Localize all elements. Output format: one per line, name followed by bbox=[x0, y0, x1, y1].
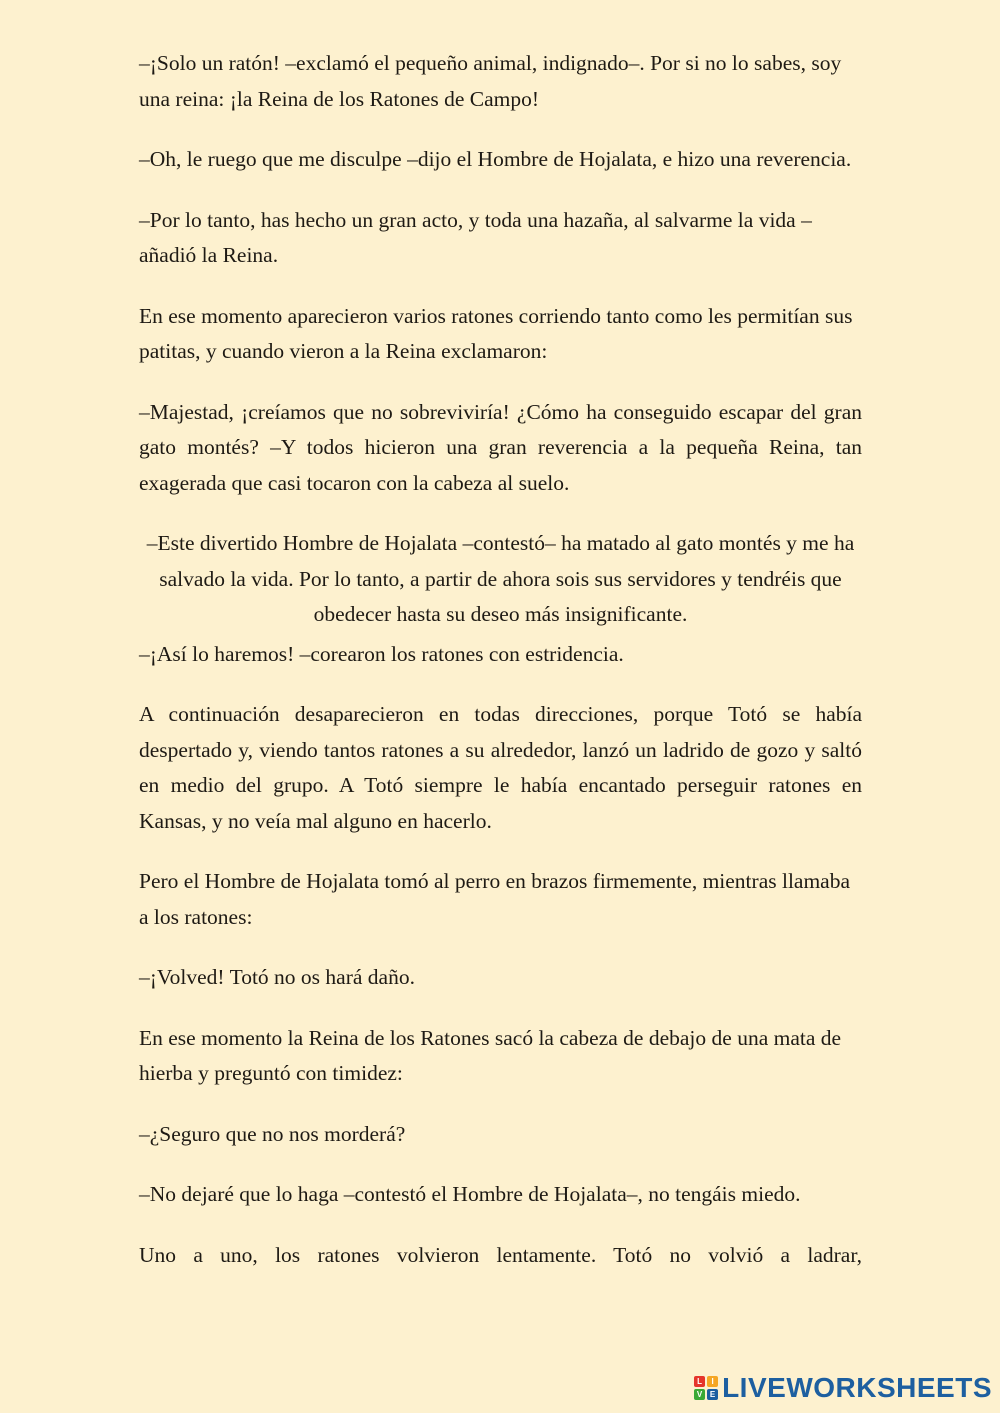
paragraph-8: A continuación desaparecieron en todas direcciones, porque Totó se había despertado y, viendo tantos ratones a su alrededor, lanzó un ladrido de gozo y saltó en medio del grupo. A Totó siempre le había encantado perseguir ratones en Kansas, y no veía mal alguno en hacerlo. bbox=[139, 702, 862, 833]
paragraph-3: –Por lo tanto, has hecho un gran acto, y toda una hazaña, al salvarme la vida –añadió la Reina. bbox=[139, 207, 812, 267]
paragraph-1: –¡Solo un ratón! –exclamó el pequeño animal, indignado–. Por si no lo sabes, soy una reina: ¡la Reina de los Ratones de Campo! bbox=[139, 51, 842, 111]
liveworksheets-logo[interactable] bbox=[694, 1371, 992, 1405]
document-body bbox=[139, 46, 862, 1298]
paragraph-2: –Oh, le ruego que me disculpe –dijo el Hombre de Hojalata, e hizo una reverencia. bbox=[139, 147, 852, 171]
paragraph-5: –Majestad, ¡creíamos que no sobreviviría! ¿Cómo ha conseguido escapar del gran gato montés? –Y todos hicieron una gran reverencia a la pequeña Reina, tan exagerada que casi tocaron con la cabeza al suelo. bbox=[139, 399, 862, 495]
liveworksheets-mark-icon bbox=[694, 1376, 718, 1400]
logo-mark-e: E bbox=[707, 1389, 718, 1400]
logo-text: LIVEWORKSHEETS bbox=[722, 1372, 992, 1403]
paragraph-12: –¿Seguro que no nos morderá? bbox=[139, 1121, 406, 1146]
paragraph-14: Uno a uno, los ratones volvieron lentamente. Totó no volvió a ladrar, bbox=[139, 1242, 862, 1267]
paragraph-6: –Este divertido Hombre de Hojalata –contestó– ha matado al gato montés y me ha salvado la vida. Por lo tanto, a partir de ahora sois sus servidores y tendréis que obedecer hasta su deseo más insignificante. bbox=[146, 531, 855, 626]
logo-mark-v: V bbox=[694, 1389, 705, 1400]
logo-mark-l: L bbox=[694, 1376, 705, 1387]
paragraph-11: En ese momento la Reina de los Ratones sacó la cabeza de debajo de una mata de hierba y preguntó con timidez: bbox=[139, 1025, 842, 1085]
paragraph-13: –No dejaré que lo haga –contestó el Hombre de Hojalata–, no tengáis miedo. bbox=[139, 1182, 801, 1206]
paragraph-10: –¡Volved! Totó no os hará daño. bbox=[139, 965, 415, 989]
paragraph-7: –¡Así lo haremos! –corearon los ratones con estridencia. bbox=[139, 641, 624, 666]
paragraph-9: Pero el Hombre de Hojalata tomó al perro en brazos firmemente, mientras llamaba a los ratones: bbox=[139, 869, 851, 929]
paragraph-4: En ese momento aparecieron varios ratones corriendo tanto como les permitían sus patitas, y cuando vieron a la Reina exclamaron: bbox=[139, 303, 853, 363]
logo-mark-i: I bbox=[707, 1376, 718, 1387]
